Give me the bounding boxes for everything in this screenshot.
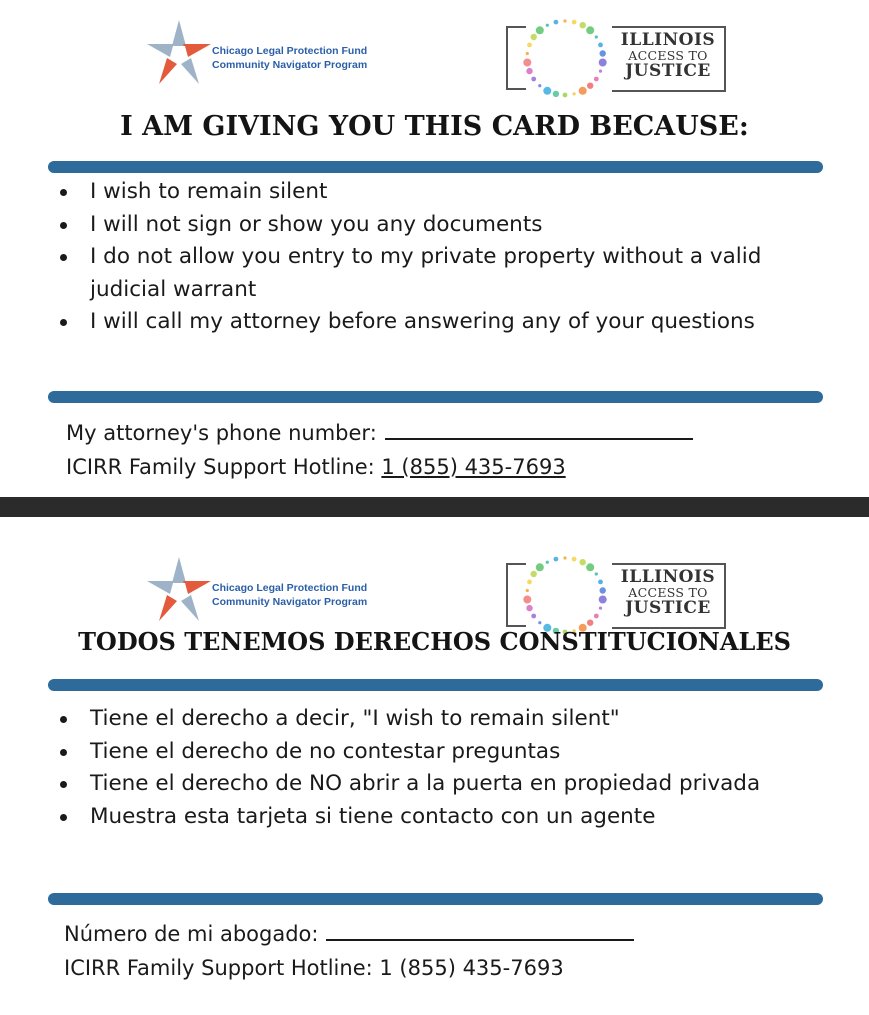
list-item-text: I wish to remain silent: [90, 179, 328, 204]
wordmark-line3: JUSTICE: [625, 598, 711, 618]
bullet-dot: [60, 254, 67, 261]
ring-dot: [536, 563, 544, 571]
ring-dot: [543, 87, 551, 95]
ring-dot: [526, 589, 529, 592]
wordmark-line1: ILLINOIS: [620, 30, 716, 50]
attorney-label: My attorney's phone number:: [66, 421, 377, 445]
ring-dot: [586, 563, 594, 571]
ring-dot: [586, 26, 594, 34]
bullet-dot: [60, 749, 67, 756]
hotline-line: [64, 951, 824, 985]
ring-dot: [579, 87, 587, 95]
attorney-line: [64, 917, 824, 951]
attorney-label: Número de mi abogado:: [64, 922, 319, 946]
ring-dot: [553, 91, 559, 97]
wordmark-line3: JUSTICE: [625, 61, 711, 81]
card-divider: [0, 497, 869, 517]
hotline-number: 1 (855) 435-7693: [379, 956, 564, 980]
bullet-dot: [60, 781, 67, 788]
list-item-text: Tiene el derecho de no contestar preguntas: [90, 738, 561, 764]
logo-row: [0, 0, 869, 90]
ring-dot: [526, 605, 532, 611]
ring-dot: [531, 571, 537, 577]
bullet-dot: [60, 814, 67, 821]
list-item: [58, 736, 818, 769]
star-icon: [142, 555, 216, 625]
ring-dot: [595, 35, 598, 38]
ring-dot: [563, 556, 566, 559]
ring-dot: [599, 607, 602, 610]
list-item: [58, 241, 818, 306]
ring-dot: [599, 59, 607, 67]
card-headline: I AM GIVING YOU THIS CARD BECAUSE:: [120, 111, 749, 142]
logo-text-line2: Community Navigator Program: [212, 59, 368, 71]
logo-text-line1: Chicago Legal Protection Fund: [212, 45, 368, 57]
ring-dot: [523, 59, 531, 67]
list-item: [58, 703, 818, 736]
ring-dot: [572, 20, 577, 25]
ring-dot: [538, 621, 541, 624]
section-rule: [48, 391, 823, 403]
ring-dot: [554, 20, 559, 25]
hotline-number-link[interactable]: 1 (855) 435-7693: [381, 455, 566, 479]
ring-dot: [531, 614, 536, 619]
ring-dot: [598, 580, 603, 585]
section-rule: [48, 893, 823, 905]
ring-dot: [580, 22, 586, 28]
section-rule: [48, 679, 823, 691]
illinois-access-wordmark: [612, 26, 726, 92]
illinois-access-logo: [506, 12, 726, 96]
bullet-dot: [60, 319, 67, 326]
ring-dot: [595, 572, 598, 575]
ring-dot: [546, 24, 549, 27]
ring-dot: [546, 561, 549, 564]
ring-dot: [531, 34, 537, 40]
ring-dot: [587, 620, 593, 626]
ring-dot: [594, 614, 599, 619]
attorney-line: [66, 416, 826, 450]
attorney-blank: [326, 921, 634, 941]
logo-text-line2: Community Navigator Program: [212, 596, 368, 608]
attorney-blank: [385, 420, 693, 440]
bullet-dot: [60, 189, 67, 196]
contact-block: [64, 917, 824, 985]
list-item-text: Muestra esta tarjeta si tiene contacto con un agente: [90, 803, 656, 829]
list-item-text: Tiene el derecho de NO abrir a la puerta en propiedad privada: [90, 771, 761, 796]
list-item: [58, 306, 818, 339]
ring-dot: [573, 92, 576, 95]
ring-dot: [598, 43, 603, 48]
spanish-card: [0, 517, 869, 1015]
wordmark-line2: ACCESS TO: [628, 48, 708, 63]
list-item-text: I will not sign or show you any documents: [90, 211, 543, 237]
list-item-text: I do not allow you entry to my private property without a valid judicial warrant: [90, 244, 762, 302]
ring-dot: [587, 83, 593, 89]
list-item: [58, 768, 818, 801]
dot-ring-icon: [518, 551, 612, 639]
ring-dot: [594, 77, 599, 82]
star-icon: [142, 18, 216, 88]
illinois-access-wordmark: [612, 563, 726, 629]
community-navigator-text: [212, 44, 367, 72]
ring-dot: [526, 52, 529, 55]
ring-dot: [527, 43, 532, 48]
wordmark-line2: ACCESS TO: [628, 585, 708, 600]
ring-dot: [600, 587, 606, 593]
list-item: [58, 801, 818, 834]
ring-dot: [599, 596, 607, 604]
hotline-label: ICIRR Family Support Hotline:: [66, 455, 375, 479]
bullet-list: [58, 703, 818, 833]
english-card: [0, 0, 869, 497]
list-item: [58, 176, 818, 209]
logo-row: [0, 537, 869, 627]
card-headline: TODOS TENEMOS DERECHOS CONSTITUCIONALES: [78, 627, 791, 656]
list-item: [58, 209, 818, 242]
wordmark-line1: ILLINOIS: [620, 567, 716, 587]
ring-dot: [527, 580, 532, 585]
community-navigator-logo: [142, 18, 392, 88]
contact-block: [66, 416, 826, 484]
ring-dot: [563, 19, 566, 22]
logo-text-line1: Chicago Legal Protection Fund: [212, 582, 368, 594]
ring-dot: [572, 557, 577, 562]
ring-dot: [554, 557, 559, 562]
community-navigator-text: [212, 581, 367, 609]
list-item-text: I will call my attorney before answering any of your questions: [90, 309, 755, 334]
ring-dot: [563, 93, 568, 98]
ring-dot: [538, 84, 541, 87]
hotline-line: [66, 450, 826, 484]
ring-dot: [526, 68, 532, 74]
bullet-dot: [60, 222, 67, 229]
bullet-dot: [60, 716, 67, 723]
ring-dot: [600, 50, 606, 56]
ring-dot: [536, 26, 544, 34]
list-item-text: Tiene el derecho a decir, "I wish to remain silent": [90, 706, 620, 731]
ring-dot: [531, 77, 536, 82]
dot-ring-icon: [518, 14, 612, 102]
hotline-label: ICIRR Family Support Hotline:: [64, 956, 373, 980]
bullet-list: [58, 176, 818, 339]
section-rule: [48, 161, 823, 173]
ring-dot: [523, 596, 531, 604]
community-navigator-logo: [142, 555, 392, 625]
ring-dot: [599, 70, 602, 73]
illinois-access-logo: [506, 549, 726, 633]
ring-dot: [580, 559, 586, 565]
